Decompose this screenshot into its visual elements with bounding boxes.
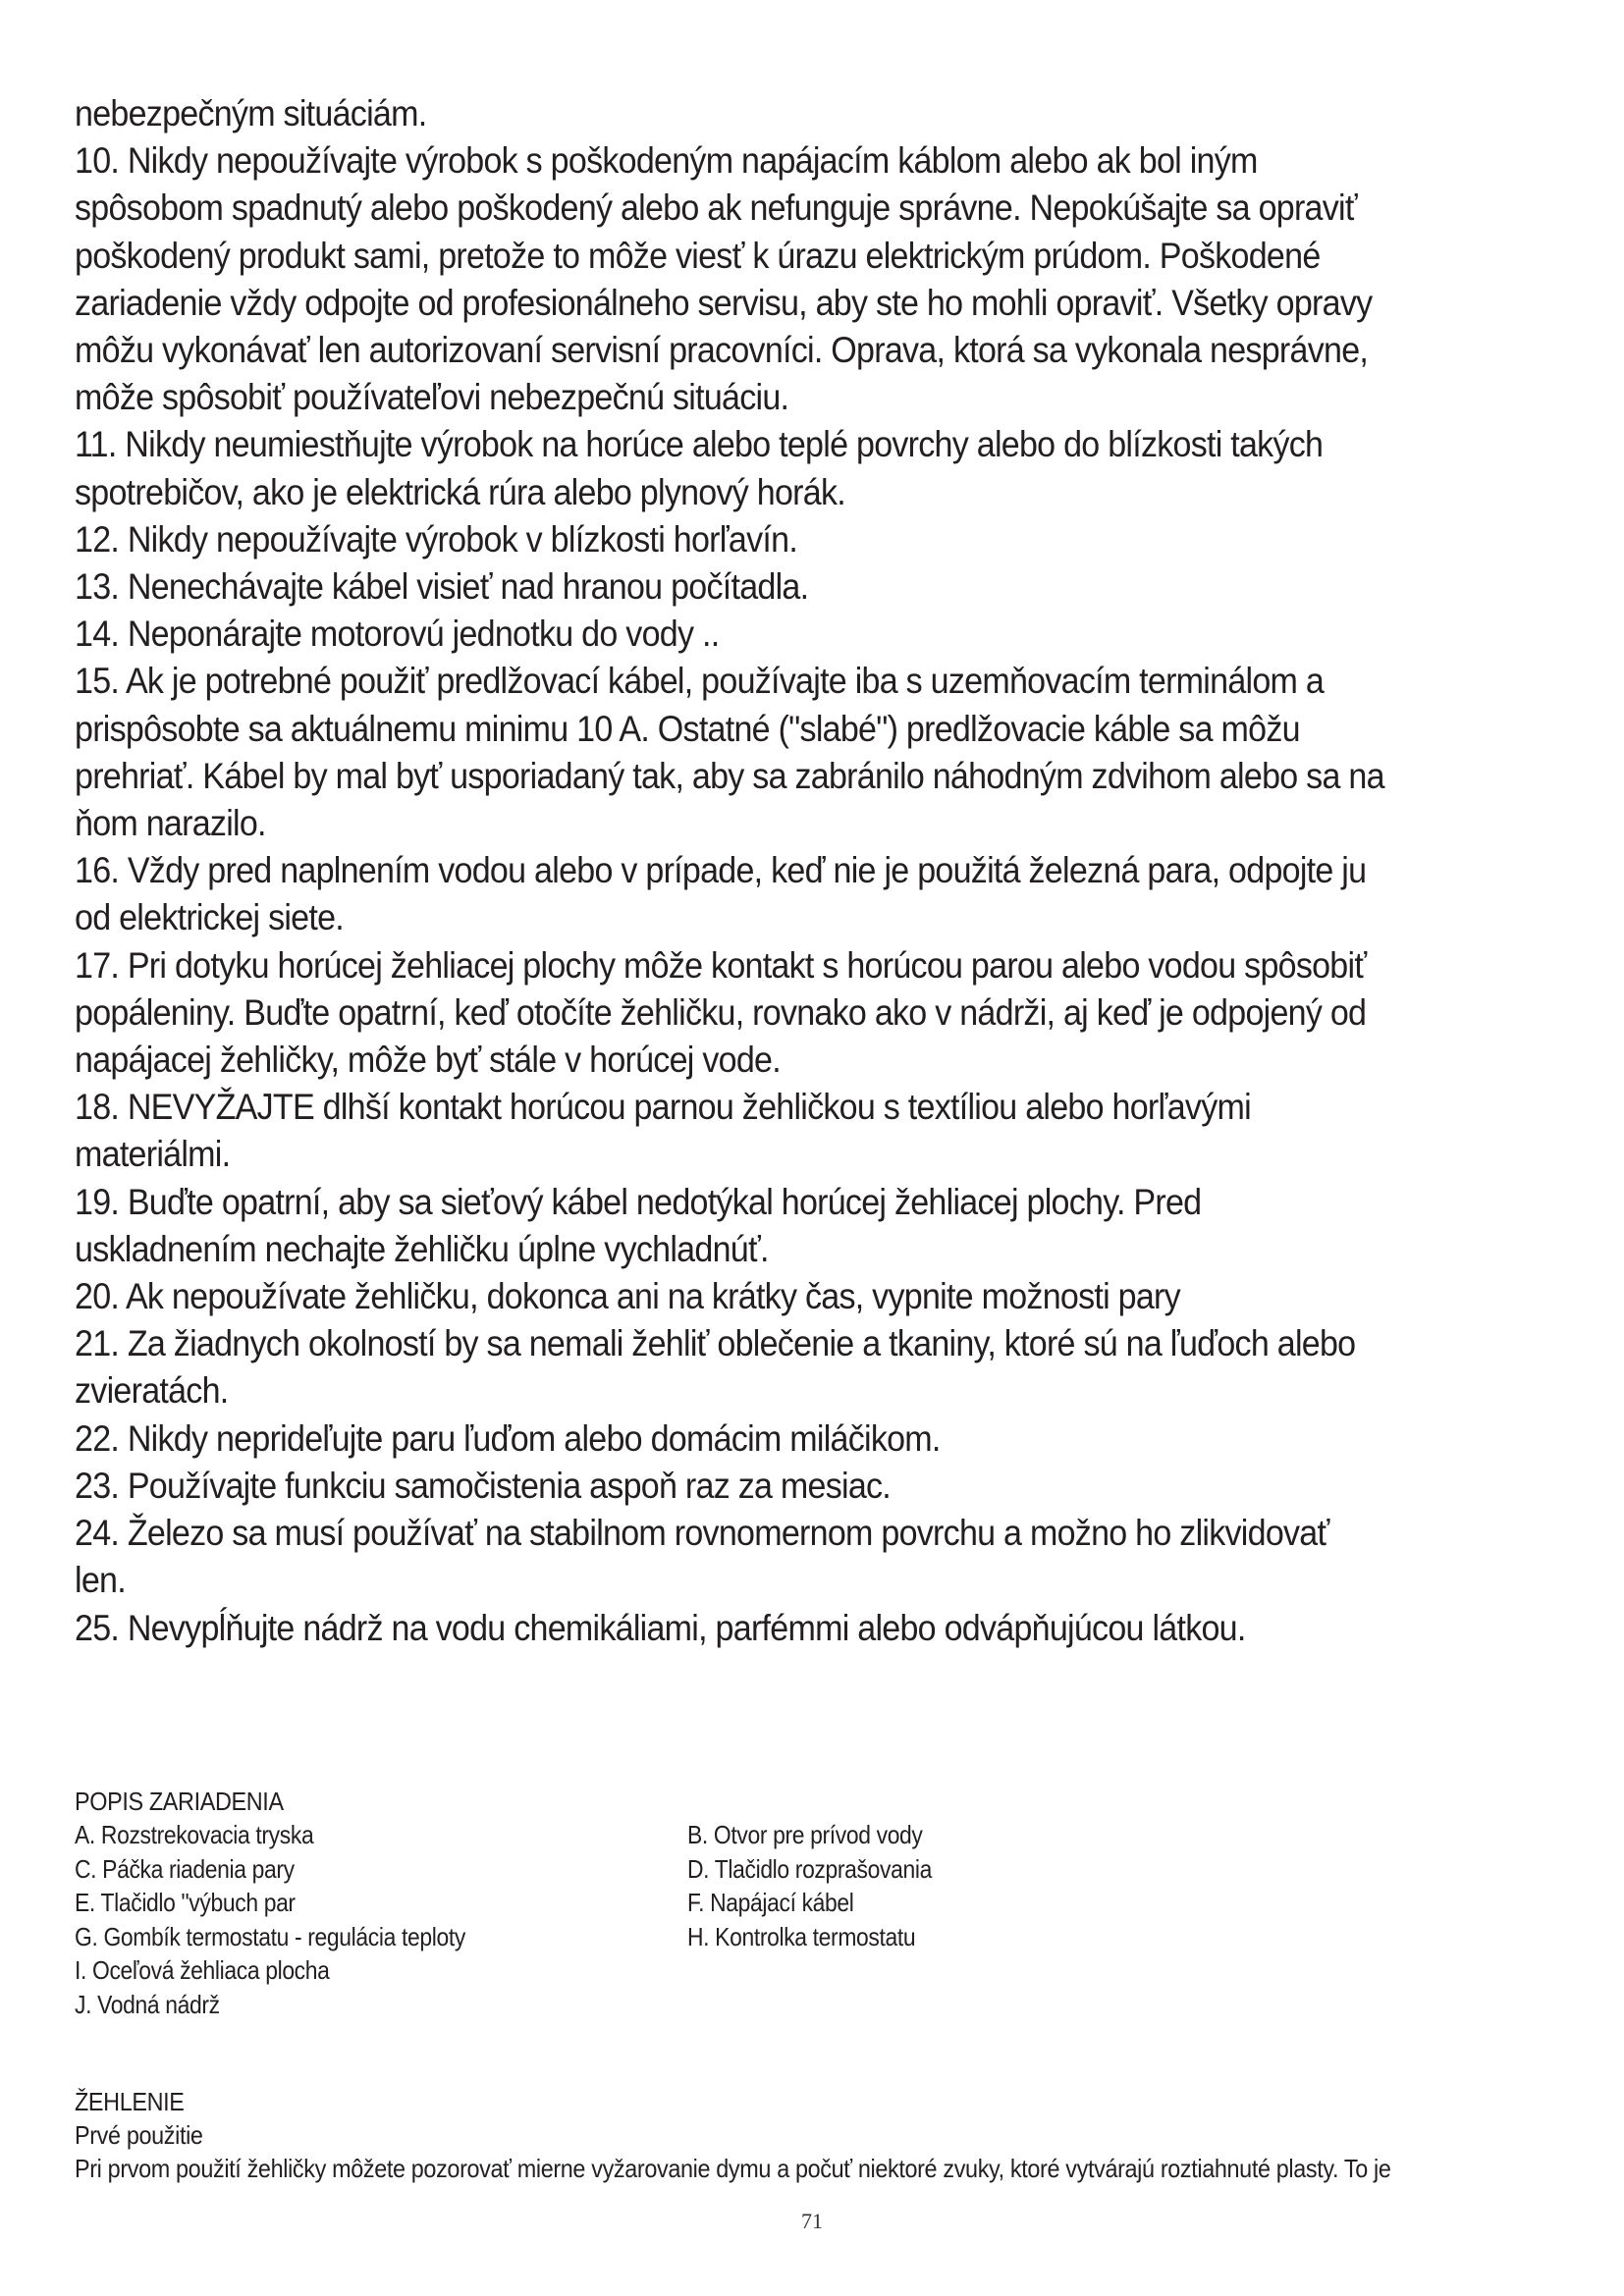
safety-instructions [75,90,1557,1652]
text-line: zvieratách. [75,1370,229,1412]
text-line: spotrebičov, ako je elektrická rúra alebo plynový horák. [75,471,845,512]
text-line: 16. Vždy pred naplnením vodou alebo v prípade, keď nie je použitá železná para, odpojte ju [75,850,1367,891]
text-line: spôsobom spadnutý alebo poškodený alebo ak nefunguje správne. Nepokúšajte sa opraviť [75,187,1357,229]
text-line: od elektrickej siete. [75,897,345,938]
text-line: uskladnením nechajte žehličku úplne vychladnúť. [75,1228,769,1269]
text-line: 25. Nevypĺňujte nádrž na vodu chemikáliami, parfémmi alebo odvápňujúcou látkou. [75,1607,1246,1648]
text-line: 22. Nikdy neprideľujte paru ľuďom alebo domácim miláčikom. [75,1417,941,1459]
text-line: 11. Nikdy neumiestňujte výrobok na horúce alebo teplé povrchy alebo do blízkosti takých [75,424,1324,465]
text-line: 21. Za žiadnych okolností by sa nemali žehliť oblečenie a tkaniny, ktoré sú na ľuďoch alebo [75,1323,1356,1364]
text-line: napájacej žehličky, môže byť stále v horúcej vode. [75,1040,781,1081]
part-item: E. Tlačidlo "výbuch par [75,1888,296,1917]
text-line: 12. Nikdy nepoužívajte výrobok v blízkosti horľavín. [75,518,798,560]
text-line: môže spôsobiť používateľovi nebezpečnú situáciu. [75,377,789,418]
text-line: ňom narazilo. [75,803,266,844]
part-item: I. Oceľová žehliaca plocha [75,1955,330,1985]
text-line: prehriať. Kábel by mal byť usporiadaný tak, aby sa zabránilo náhodným zdvihom alebo sa na [75,755,1384,796]
parts-list-left [75,1818,518,2021]
text-line: nebezpečným situáciám. [75,93,427,133]
ironing-section-title: ŽEHLENIE [75,2087,185,2116]
text-line: 10. Nikdy nepoužívajte výrobok s poškodeným napájacím káblom alebo ak bol iným [75,140,1258,182]
text-line: 18. NEVYŽAJTE dlhší kontakt horúcou parnou žehličkou s textíliou alebo horľavými [75,1087,1251,1128]
text-line: 23. Používajte funkciu samočistenia aspoň raz za mesiac. [75,1465,892,1506]
parts-list-right [687,1818,965,1953]
part-item: J. Vodná nádrž [75,1989,220,2019]
text-line: 24. Železo sa musí používať na stabilnom rovnomernom povrchu a možno ho zlikvidovať [75,1513,1329,1554]
page-number: 71 [801,2209,823,2233]
text-line: popáleniny. Buďte opatrní, keď otočíte žehličku, rovnako ako v nádrži, aj keď je odpojený od [75,991,1367,1033]
text-line: 14. Neponárajte motorovú jednotku do vody .. [75,614,720,655]
text-line: poškodený produkt sami, pretože to môže viesť k úrazu elektrickým prúdom. Poškodené [75,235,1321,276]
text-line: môžu vykonávať len autorizovaní servisní pracovníci. Oprava, ktorá sa vykonala nesprávne, [75,330,1369,371]
part-item: D. Tlačidlo rozprašovania [687,1853,932,1884]
part-item: A. Rozstrekovacia tryska [75,1820,314,1849]
part-item: B. Otvor pre prívod vody [687,1820,923,1849]
text-line: 13. Nenechávajte kábel visieť nad hranou počítadla. [75,566,809,608]
text-line: 15. Ak je potrebné použiť predlžovací kábel, používajte iba s uzemňovacím terminálom a [75,661,1325,702]
text-line: 20. Ak nepoužívate žehličku, dokonca ani na krátky čas, vypnite možnosti pary [75,1276,1180,1317]
text-line: 19. Buďte opatrní, aby sa sieťový kábel nedotýkal horúcej žehliacej plochy. Pred [75,1181,1202,1222]
text-line: zariadenie vždy odpojte od profesionálneho servisu, aby ste ho mohli opraviť. Všetky opravy [75,282,1373,323]
device-description-title: POPIS ZARIADENIA [75,1787,284,1816]
text-line: len. [75,1560,126,1601]
part-item: G. Gombík termostatu - regulácia teploty [75,1921,465,1951]
text-line: materiálmi. [75,1134,231,1175]
first-use-subtitle: Prvé použitie [75,2120,203,2150]
first-use-text: Pri prvom použití žehličky môžete pozorovať mierne vyžarovanie dymu a počuť niektoré zvuky, ktoré vytvárajú roztiahnuté plasty. To je [75,2154,1391,2183]
part-item: F. Napájací kábel [687,1888,854,1917]
text-line: prispôsobte sa aktuálnemu minimu 10 A. Ostatné ("slabé") predlžovacie káble sa môžu [75,708,1300,749]
part-item: C. Páčka riadenia pary [75,1853,295,1884]
text-line: 17. Pri dotyku horúcej žehliacej plochy môže kontakt s horúcou parou alebo vodou spôsobiť [75,944,1367,986]
part-item: H. Kontrolka termostatu [687,1921,916,1951]
